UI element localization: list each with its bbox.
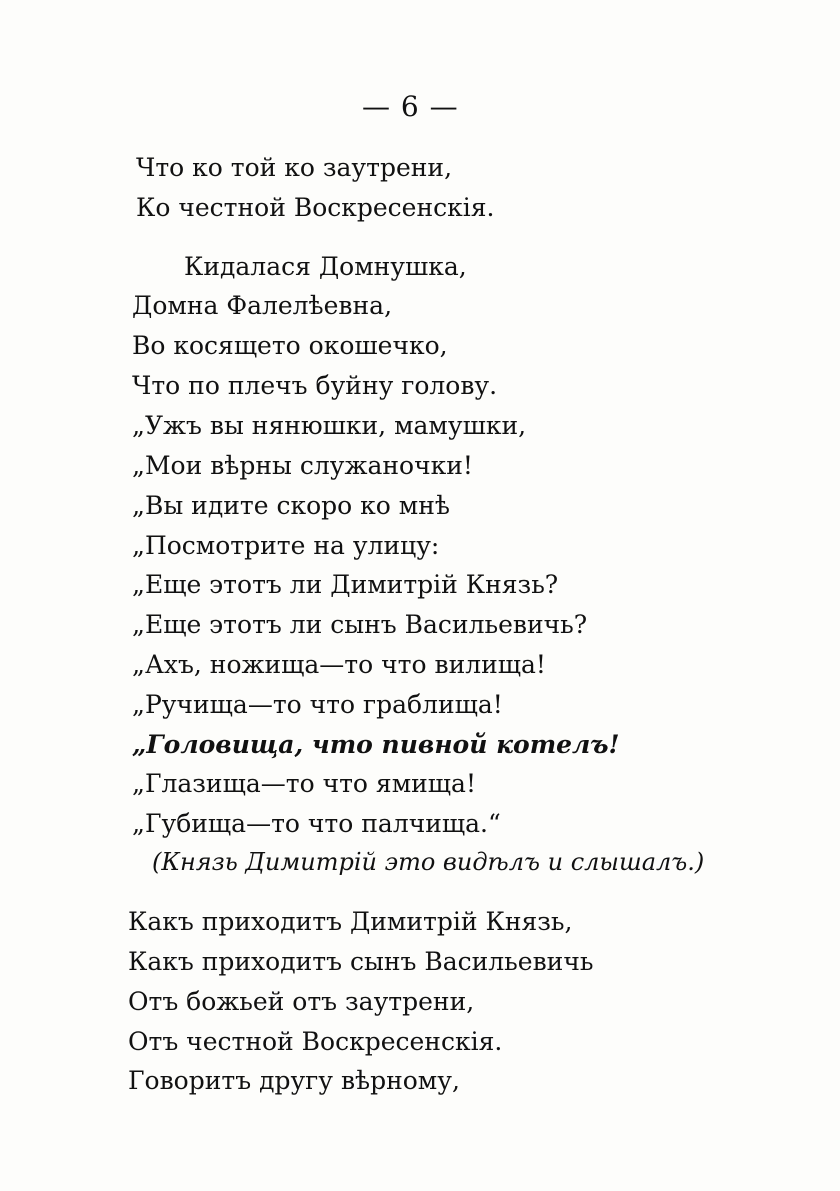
verse-line: Отъ честной Воскресенскія. bbox=[128, 1027, 503, 1056]
verse-line: „Вы идите скоро ко мнѣ bbox=[132, 491, 450, 520]
verse-line: Что по плечъ буйну голову. bbox=[132, 371, 498, 400]
stage-note: (Князь Димитрій это видѣлъ и слышалъ.) bbox=[152, 848, 705, 876]
verse-line: „Губища—то что палчища.“ bbox=[132, 809, 501, 838]
verse-line: „Еще этотъ ли Димитрій Князь? bbox=[132, 570, 559, 599]
verse-line: „Посмотрите на улицу: bbox=[132, 531, 440, 560]
verse-line-emphasis: „Головища, что пивной котелъ! bbox=[132, 730, 620, 759]
verse-line: Отъ божьей отъ заутрени, bbox=[128, 987, 475, 1016]
verse-line: Кидалася Домнушка, bbox=[184, 252, 467, 281]
verse-line: „Ужъ вы нянюшки, мамушки, bbox=[132, 411, 527, 440]
verse-line: Во косящето окошечко, bbox=[132, 331, 448, 360]
verse-line: Домна Фалелѣевна, bbox=[132, 291, 393, 320]
verse-line: „Еще этотъ ли сынъ Васильевичь? bbox=[132, 610, 588, 639]
verse-line: „Ручища—то что граблища! bbox=[132, 690, 503, 719]
verse-line: Ко честной Воскресенскія. bbox=[136, 193, 495, 222]
verse-line: Какъ приходитъ Димитрій Князь, bbox=[128, 907, 573, 936]
page-number: — 6 — bbox=[362, 90, 459, 123]
verse-line: „Ахъ, ножища—то что вилища! bbox=[132, 650, 546, 679]
verse-line: „Глазища—то что ямища! bbox=[132, 769, 476, 798]
verse-line: Какъ приходитъ сынъ Васильевичь bbox=[128, 947, 594, 976]
verse-line: Говоритъ другу вѣрному, bbox=[128, 1066, 460, 1095]
verse-line: „Мои вѣрны служаночки! bbox=[132, 451, 473, 480]
verse-line: Что ко той ко заутрени, bbox=[136, 153, 453, 182]
